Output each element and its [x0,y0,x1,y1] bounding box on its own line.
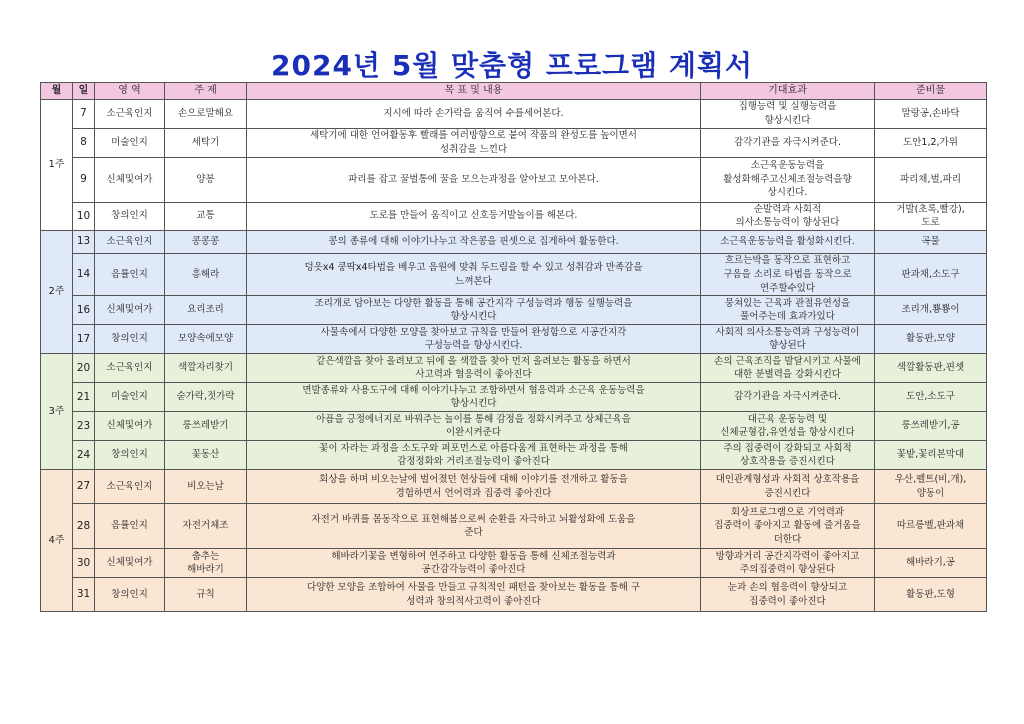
goal-cell: 콩의 종류에 대해 이야기나누고 작은콩을 핀셋으로 집게하여 활동한다. [247,231,701,254]
area-cell: 신체및여가 [95,157,165,202]
effect-cell: 감각기관을 자극시켜준다. [701,383,875,412]
table-row [41,254,987,296]
goal-cell: 아픔을 긍정에너지로 바꿔주는 놀이를 통해 감정을 정화시켜주고 상체근육을 이완시켜준다 [247,412,701,441]
effect-cell: 소근육운동능력을 활성화해주고신체조절능력을향 상시킨다. [701,157,875,202]
area-cell: 소근육인지 [95,470,165,504]
effect-cell: 흐르는박을 동작으로 표현하고 구음을 소리로 타법을 동작으로 연주할수있다 [701,254,875,296]
theme-cell: 춤추는 해바라기 [165,549,247,578]
effect-cell: 뭉쳐있는 근육과 관절유연성을 풀어주는데 효과가있다 [701,296,875,325]
day-cell: 8 [73,128,95,157]
theme-cell: 숟가락,젓가락 [165,383,247,412]
effect-cell: 사회적 의사소통능력과 구성능력이 향상된다 [701,325,875,354]
materials-cell: 꽃밭,꽃리본막대 [875,441,987,470]
theme-cell: 손으로말해요 [165,100,247,129]
table-row [41,470,987,504]
goal-cell: 덩읏x4 쿵딱x4타법을 배우고 음원에 맞춰 두드림을 할 수 있고 성취감과 만족감을 느껴본다 [247,254,701,296]
area-cell: 소근육인지 [95,100,165,129]
materials-cell: 도안,소도구 [875,383,987,412]
table-row [41,549,987,578]
header-day: 일 [73,83,95,100]
program-plan-table [40,82,987,612]
table-row [41,231,987,254]
materials-cell: 파리채,벌,파리 [875,157,987,202]
header-theme: 주 제 [165,83,247,100]
materials-cell: 우산,펠트(비,개), 양동이 [875,470,987,504]
header-row [41,83,987,100]
goal-cell: 사물속에서 다양한 모양을 찾아보고 규칙을 만들어 완성함으로 시공간지각 구성능력을 향상시킨다. [247,325,701,354]
materials-cell: 말랑공,손바닥 [875,100,987,129]
theme-cell: 요리조리 [165,296,247,325]
day-cell: 23 [73,412,95,441]
goal-cell: 면발종류와 사용도구에 대해 이야기나누고 조합하면서 협응력과 소근육 운동능력을 향상시킨다 [247,383,701,412]
theme-cell: 룽쓰레받기 [165,412,247,441]
header-goal: 목 표 및 내용 [247,83,701,100]
materials-cell: 활동판,도형 [875,578,987,612]
table-row [41,325,987,354]
goal-cell: 같은색깔을 찾아 올려보고 뒤에 올 색깔을 찾아 먼저 올려보는 활동을 하면서 사고력과 협응력이 좋아진다 [247,354,701,383]
theme-cell: 교통 [165,202,247,231]
table-row [41,354,987,383]
materials-cell: 곡물 [875,231,987,254]
effect-cell: 주의 집중력이 강화되고 사회적 상호작용을 증진시킨다 [701,441,875,470]
materials-cell: 조리개,뿅뿅이 [875,296,987,325]
area-cell: 창의인지 [95,325,165,354]
week-label: 2주 [41,231,73,354]
theme-cell: 양봉 [165,157,247,202]
effect-cell: 소근육운동능력을 활성화시킨다. [701,231,875,254]
goal-cell: 꽃이 자라는 과정을 소도구와 퍼포먼스로 아름다움게 표현하는 과정을 통해 감정정화와 거리조절능력이 좋아진다 [247,441,701,470]
effect-cell: 집행능력 및 실행능력을 향상시킨다 [701,100,875,129]
goal-cell: 파리를 잡고 꿀벌통에 꿀을 모으는과정을 알아보고 모아본다. [247,157,701,202]
header-effect: 기대효과 [701,83,875,100]
table-row [41,412,987,441]
area-cell: 신체및여가 [95,549,165,578]
week-label: 4주 [41,470,73,612]
day-cell: 10 [73,202,95,231]
table-row [41,441,987,470]
day-cell: 30 [73,549,95,578]
day-cell: 28 [73,504,95,549]
goal-cell: 조리개로 담아보는 다양한 활동을 통해 공간지각 구성능력과 행동 실행능력을 향상시킨다 [247,296,701,325]
effect-cell: 눈과 손의 협응력이 향상되고 집중력이 좋아진다 [701,578,875,612]
effect-cell: 방향과거리 공간지각력이 좋아지고 주의집중력이 향상된다 [701,549,875,578]
materials-cell: 도안1,2,가위 [875,128,987,157]
day-cell: 31 [73,578,95,612]
effect-cell: 순발력과 사회적 의사소통능력이 향상된다 [701,202,875,231]
day-cell: 20 [73,354,95,383]
area-cell: 신체및여가 [95,296,165,325]
header-materials: 준비물 [875,83,987,100]
area-cell: 미술인지 [95,128,165,157]
materials-cell: 룽쓰레받기,공 [875,412,987,441]
theme-cell: 비오는날 [165,470,247,504]
goal-cell: 도로를 만들어 움직이고 신호등거발놀이를 해본다. [247,202,701,231]
area-cell: 창의인지 [95,578,165,612]
area-cell: 창의인지 [95,441,165,470]
table-row [41,128,987,157]
theme-cell: 규칙 [165,578,247,612]
theme-cell: 색깔자리찾기 [165,354,247,383]
day-cell: 13 [73,231,95,254]
materials-cell: 해바라기,공 [875,549,987,578]
week-label: 3주 [41,354,73,470]
day-cell: 21 [73,383,95,412]
goal-cell: 다양한 모양을 조합하여 사물을 만들고 규칙적인 패턴을 찾아보는 활동을 통해 구 성력과 창의적사고력이 좋아진다 [247,578,701,612]
goal-cell: 해바라기꽃을 변형하여 연주하고 다양한 활동을 통해 신체조절능력과 공간감각능력이 좋아진다 [247,549,701,578]
table-row [41,296,987,325]
area-cell: 음률인지 [95,504,165,549]
theme-cell: 세탁기 [165,128,247,157]
materials-cell: 판과채,소도구 [875,254,987,296]
materials-cell: 활동판,모양 [875,325,987,354]
table-row [41,578,987,612]
header-month: 월 [41,83,73,100]
table-row [41,100,987,129]
area-cell: 미술인지 [95,383,165,412]
header-area: 영 역 [95,83,165,100]
area-cell: 소근육인지 [95,231,165,254]
day-cell: 17 [73,325,95,354]
day-cell: 27 [73,470,95,504]
materials-cell: 거발(초록,빨강), 도로 [875,202,987,231]
effect-cell: 대근육 운동능력 및 신체균형감,유연성을 향상시킨다 [701,412,875,441]
table-row [41,202,987,231]
area-cell: 창의인지 [95,202,165,231]
table-row [41,504,987,549]
goal-cell: 세탁기에 대한 언어활동후 빨래를 여러방향으로 붙여 작품의 완성도를 높이면서 성취감을 느낀다 [247,128,701,157]
goal-cell: 지시에 따라 손가락을 움직여 수를세어본다. [247,100,701,129]
area-cell: 신체및여가 [95,412,165,441]
goal-cell: 회상을 하며 비오는날에 벌어졌던 현상들에 대해 이야기를 전개하고 활동을 경험하면서 언어력과 집중력 좋아진다 [247,470,701,504]
theme-cell: 흥해라 [165,254,247,296]
table-row [41,157,987,202]
day-cell: 14 [73,254,95,296]
theme-cell: 콩콩콩 [165,231,247,254]
materials-cell: 따르릉벨,판과채 [875,504,987,549]
area-cell: 음률인지 [95,254,165,296]
theme-cell: 자전거체조 [165,504,247,549]
day-cell: 24 [73,441,95,470]
table-row [41,383,987,412]
area-cell: 소근육인지 [95,354,165,383]
day-cell: 7 [73,100,95,129]
effect-cell: 회상프로그램으로 기억력과 집중력이 좋아지고 활동에 즐거움을 더한다 [701,504,875,549]
goal-cell: 자전거 바퀴를 몸동작으로 표현해봄으로써 순환을 자극하고 뇌활성화에 도움을 준다 [247,504,701,549]
materials-cell: 색깔활동판,핀셋 [875,354,987,383]
day-cell: 16 [73,296,95,325]
day-cell: 9 [73,157,95,202]
effect-cell: 손의 근육조직을 발달시키고 사물에 대한 분별력을 강화시킨다 [701,354,875,383]
page-title: 2024년 5월 맞춤형 프로그램 계획서 [271,49,753,82]
effect-cell: 감각기관을 자극시켜준다. [701,128,875,157]
theme-cell: 모양속에모양 [165,325,247,354]
week-label: 1주 [41,100,73,231]
effect-cell: 대인관계형성과 사회적 상호작용을 증진시킨다 [701,470,875,504]
theme-cell: 꽃동산 [165,441,247,470]
